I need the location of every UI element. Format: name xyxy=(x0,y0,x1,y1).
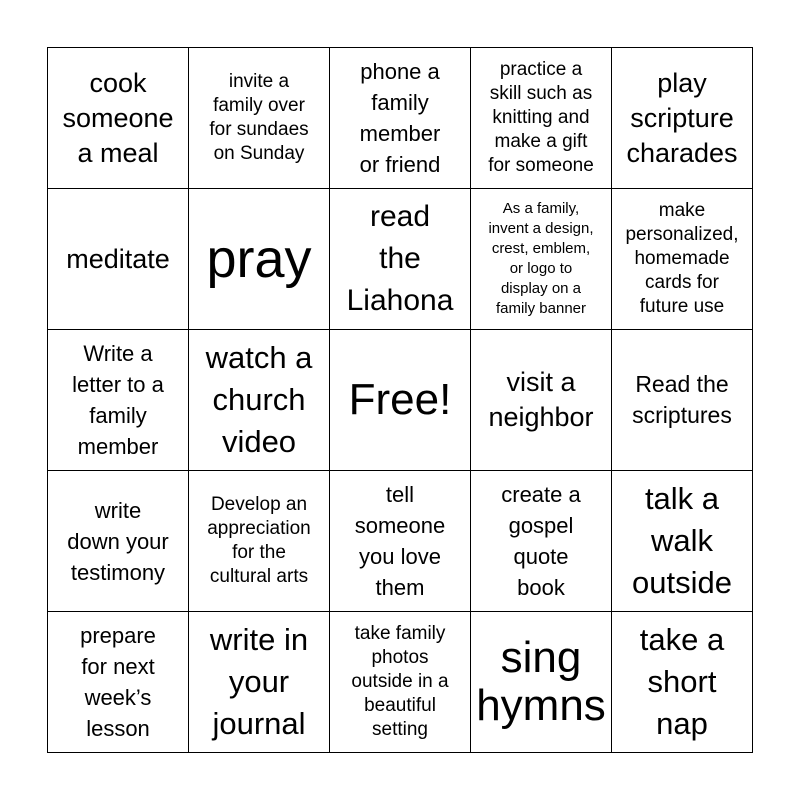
bingo-cell[interactable] xyxy=(471,189,612,330)
bingo-cell[interactable] xyxy=(189,330,330,471)
cell-text: practice a skill such as knitting and make a gift for someone xyxy=(488,59,594,176)
cell-text: make personalized, homemade cards for future use xyxy=(625,200,739,317)
cell-text: prepare for next week’s lesson xyxy=(80,623,156,741)
cell-text: create a gospel quote book xyxy=(501,482,581,600)
bingo-cell[interactable] xyxy=(471,48,612,189)
cell-text: cook someone a meal xyxy=(62,67,174,168)
bingo-cell[interactable] xyxy=(612,471,753,612)
bingo-cell[interactable] xyxy=(471,612,612,753)
bingo-cell-free[interactable] xyxy=(330,330,471,471)
cell-text: talk a walk outside xyxy=(632,481,732,600)
cell-text: Read the scriptures xyxy=(632,371,732,428)
bingo-cell[interactable] xyxy=(330,471,471,612)
cell-text: pray xyxy=(206,229,312,289)
cell-text: write down your testimony xyxy=(67,497,169,585)
cell-text: invite a family over for sundaes on Sunday xyxy=(209,71,309,164)
cell-text: play scripture charades xyxy=(626,67,738,168)
bingo-cell[interactable] xyxy=(612,330,753,471)
cell-text: tell someone you love them xyxy=(354,482,446,600)
bingo-cell[interactable] xyxy=(189,612,330,753)
bingo-cell[interactable] xyxy=(330,612,471,753)
cell-text: Write a letter to a family member xyxy=(72,341,164,459)
cell-text: watch a church video xyxy=(205,340,313,459)
bingo-cell[interactable] xyxy=(189,189,330,330)
bingo-cell[interactable] xyxy=(330,48,471,189)
cell-text: meditate xyxy=(66,243,170,274)
bingo-cell[interactable] xyxy=(189,48,330,189)
bingo-cell[interactable] xyxy=(48,612,189,753)
cell-text: visit a neighbor xyxy=(488,367,594,432)
cell-text: Develop an appreciation for the cultural arts xyxy=(207,494,311,587)
bingo-cell[interactable] xyxy=(471,330,612,471)
bingo-cell[interactable] xyxy=(48,189,189,330)
bingo-cell[interactable] xyxy=(612,612,753,753)
cell-text: take family photos outside in a beautiful setting xyxy=(351,623,449,740)
bingo-cell[interactable] xyxy=(48,48,189,189)
cell-text: Free! xyxy=(348,375,452,424)
cell-text: read the Liahona xyxy=(346,200,454,317)
cell-text: phone a family member or friend xyxy=(359,59,441,177)
cell-text: take a short nap xyxy=(639,622,725,741)
bingo-cell[interactable] xyxy=(471,471,612,612)
cell-text: sing hymns xyxy=(476,633,606,730)
bingo-cell[interactable] xyxy=(612,189,753,330)
cell-text: As a family, invent a design, crest, emblem, or logo to display on a family banner xyxy=(488,200,594,317)
bingo-board xyxy=(47,47,753,753)
bingo-cell[interactable] xyxy=(48,330,189,471)
bingo-cell[interactable] xyxy=(48,471,189,612)
bingo-cell[interactable] xyxy=(189,471,330,612)
cell-text: write in your journal xyxy=(209,622,309,741)
bingo-cell[interactable] xyxy=(330,189,471,330)
bingo-cell[interactable] xyxy=(612,48,753,189)
